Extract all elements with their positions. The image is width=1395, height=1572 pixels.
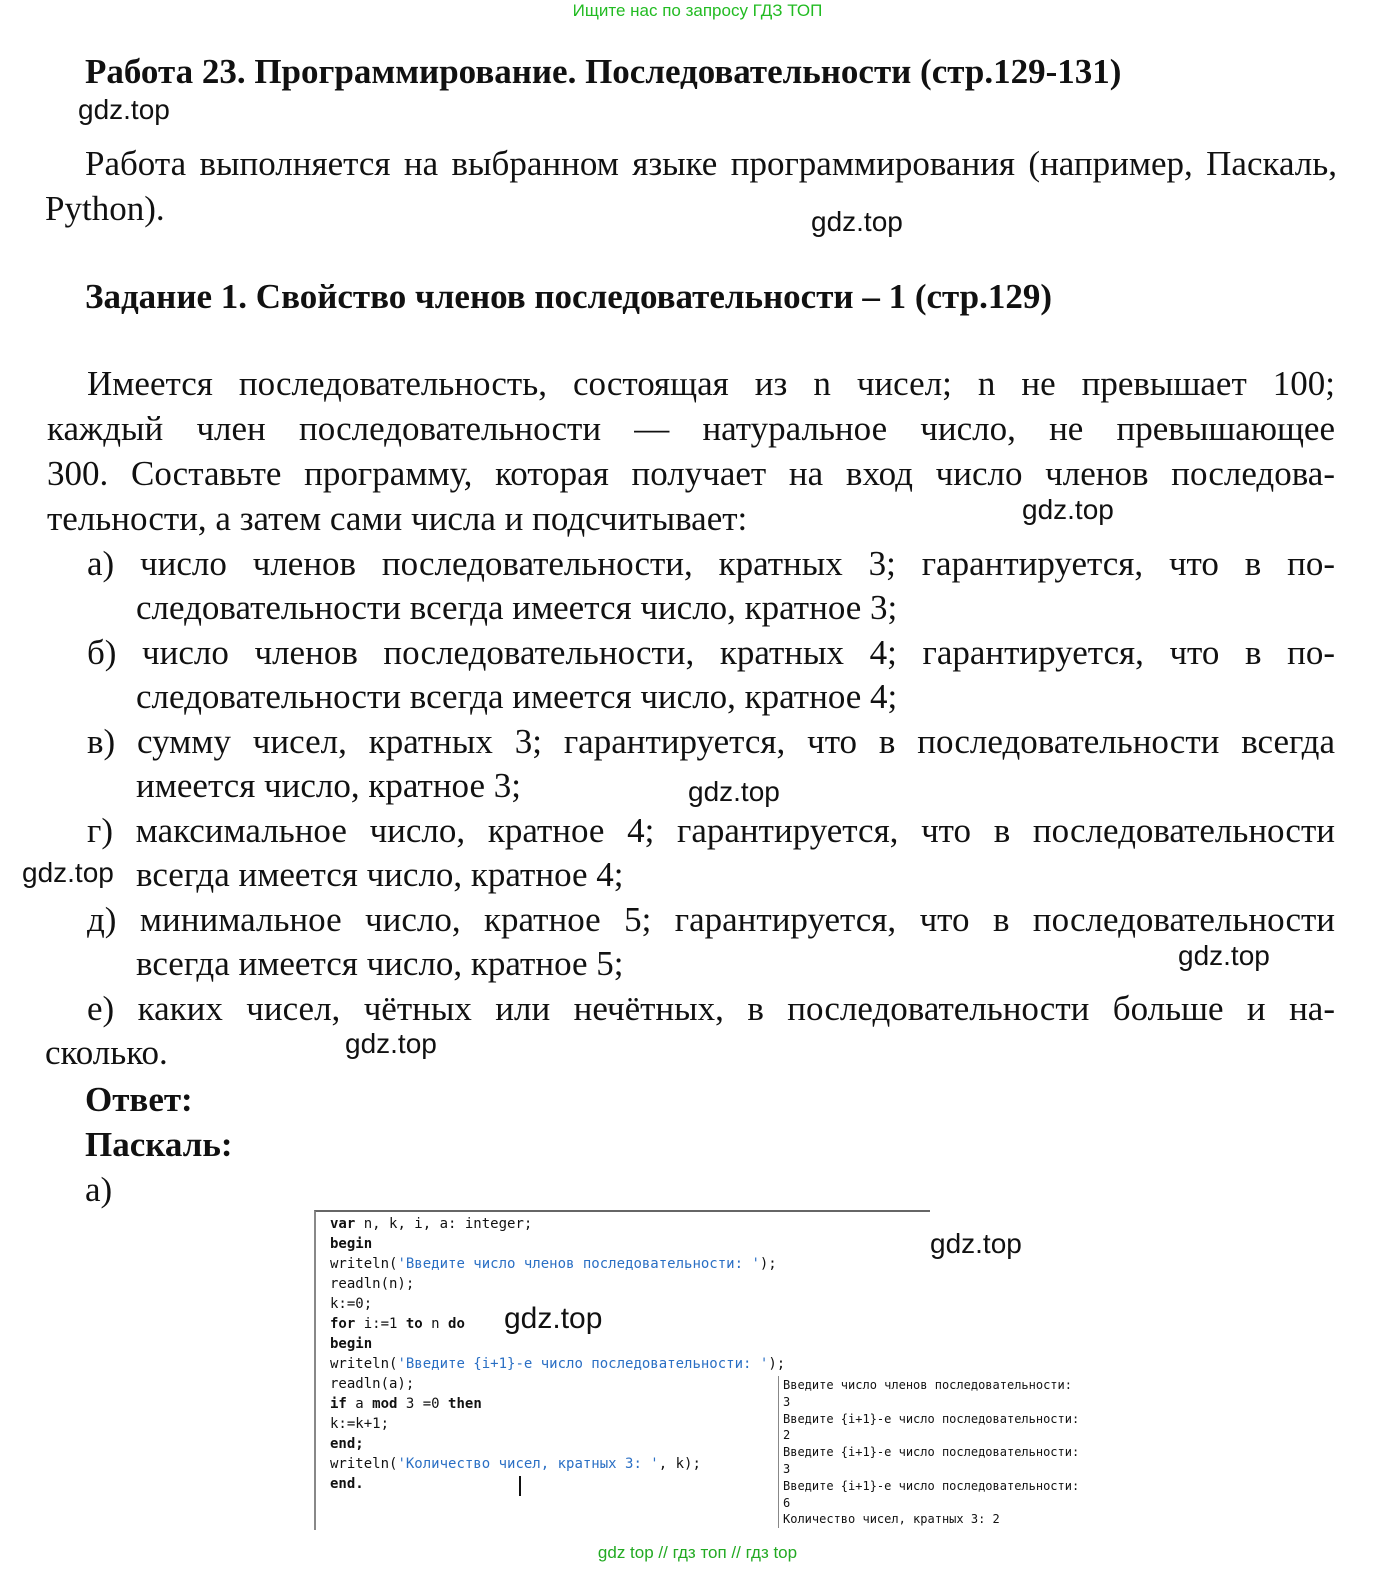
console-line: 3 — [783, 1394, 791, 1409]
code-line: readln(a); — [330, 1376, 415, 1392]
code-text: a — [346, 1396, 373, 1412]
list-item: г) максимальное число, кратное 4; гарантируется, что в последовательности — [87, 811, 1335, 850]
code-keyword: mod — [372, 1396, 398, 1412]
watermark: gdz.top — [1178, 940, 1270, 971]
task-heading: Задание 1. Свойство членов последовательности – 1 (стр.129) — [85, 277, 1052, 316]
code-line — [330, 1354, 785, 1374]
part-label: а) — [85, 1170, 113, 1209]
console-line: 3 — [783, 1461, 791, 1476]
code-text: ); — [759, 1256, 777, 1272]
console-line: Введите число членов последовательности: — [783, 1378, 1072, 1392]
intro-paragraph: Работа выполняется на выбранном языке программирования (например, Паскаль, Python). — [45, 144, 1337, 228]
list-item-cont: имеется число, кратное 3; — [136, 766, 521, 805]
watermark: gdz.top — [811, 206, 903, 237]
code-keyword: var — [330, 1216, 356, 1232]
code-text: writeln( — [330, 1456, 398, 1472]
pascal-label: Паскаль: — [85, 1125, 233, 1164]
code-string: 'Введите число членов последовательности: ' — [397, 1256, 760, 1272]
list-item: а) число членов последовательности, кратных 3; гарантируется, что в по- — [87, 544, 1335, 583]
code-text: 3 =0 — [397, 1396, 449, 1412]
code-text: , k); — [658, 1456, 701, 1472]
list-item: д) минимальное число, кратное 5; гарантируется, что в последовательности — [87, 900, 1335, 939]
watermark: gdz.top — [22, 857, 114, 888]
code-line: end; — [330, 1436, 364, 1452]
code-line — [330, 1394, 785, 1414]
watermark: gdz.top — [504, 1302, 603, 1335]
footer-links[interactable]: gdz top // гдз топ // гдз top — [597, 1543, 798, 1562]
answer-label: Ответ: — [85, 1080, 193, 1119]
console-line: Введите {i+1}-е число последовательности: — [783, 1478, 1080, 1493]
watermark: gdz.top — [345, 1028, 437, 1059]
console-line: Введите {i+1}-е число последовательности: — [783, 1445, 1080, 1460]
code-text: writeln( — [330, 1256, 398, 1272]
code-keyword: for — [330, 1316, 356, 1332]
console-lines — [783, 1377, 1079, 1528]
console-line: Количество чисел, кратных 3: 2 — [783, 1512, 1000, 1527]
watermark: gdz.top — [1022, 494, 1114, 525]
code-text: writeln( — [330, 1356, 398, 1372]
list-item: б) число членов последовательности, кратных 4; гарантируется, что в по- — [87, 633, 1335, 672]
console-line: 2 — [783, 1428, 791, 1443]
code-line: end. — [330, 1476, 364, 1492]
list-item-cont: следовательности всегда имеется число, кратное 4; — [136, 677, 898, 716]
page-title: Работа 23. Программирование. Последовательности (стр.129-131) — [85, 52, 1122, 91]
code-line: readln(n); — [330, 1276, 415, 1292]
code-keyword: to — [405, 1316, 423, 1332]
code-line: k:=k+1; — [330, 1416, 390, 1432]
list-item-cont: следовательности всегда имеется число, кратное 3; — [136, 588, 898, 627]
code-line: k:=0; — [330, 1296, 373, 1312]
code-text: n — [422, 1316, 449, 1332]
watermark: gdz.top — [688, 776, 780, 807]
code-text: i:=1 — [355, 1316, 406, 1332]
task-line: 300. Составьте программу, которая получает на вход число членов последова- — [47, 454, 1335, 493]
code-keyword: do — [448, 1316, 465, 1332]
code-line: begin — [330, 1236, 373, 1252]
code-text: n, k, i, a: integer; — [355, 1216, 533, 1232]
list-item: е) каких чисел, чётных или нечётных, в последовательности больше и на- — [87, 989, 1335, 1028]
task-line: тельности, а затем сами числа и подсчитывает: — [47, 499, 748, 538]
watermark: gdz.top — [930, 1228, 1022, 1259]
list-item-cont: всегда имеется число, кратное 5; — [136, 944, 624, 983]
console-line: Введите {i+1}-е число последовательности: — [783, 1411, 1080, 1426]
text-cursor — [519, 1476, 521, 1496]
code-line — [330, 1454, 785, 1474]
pascal-code — [330, 1214, 785, 1494]
list-item-cont: сколько. — [45, 1033, 168, 1072]
code-string: 'Количество чисел, кратных 3: ' — [397, 1456, 659, 1472]
top-banner[interactable]: Ищите нас по запросу ГДЗ ТОП — [572, 1, 823, 20]
task-line: каждый член последовательности — натуральное число, не превышающее — [47, 409, 1335, 448]
code-line — [330, 1254, 785, 1274]
console-line: 6 — [783, 1495, 791, 1510]
list-item: в) сумму чисел, кратных 3; гарантируется, что в последовательности всегда — [87, 722, 1335, 761]
code-keyword: then — [448, 1396, 482, 1412]
code-text: ); — [768, 1356, 786, 1372]
list-item-cont: всегда имеется число, кратное 4; — [136, 855, 624, 894]
code-string: 'Введите {i+1}-е число последовательности: ' — [397, 1356, 769, 1372]
code-line: begin — [330, 1336, 373, 1352]
code-keyword: if — [330, 1396, 347, 1412]
task-line: Имеется последовательность, состоящая из n чисел; n не превышает 100; — [87, 364, 1335, 403]
watermark: gdz.top — [78, 94, 170, 125]
code-line — [330, 1214, 785, 1234]
